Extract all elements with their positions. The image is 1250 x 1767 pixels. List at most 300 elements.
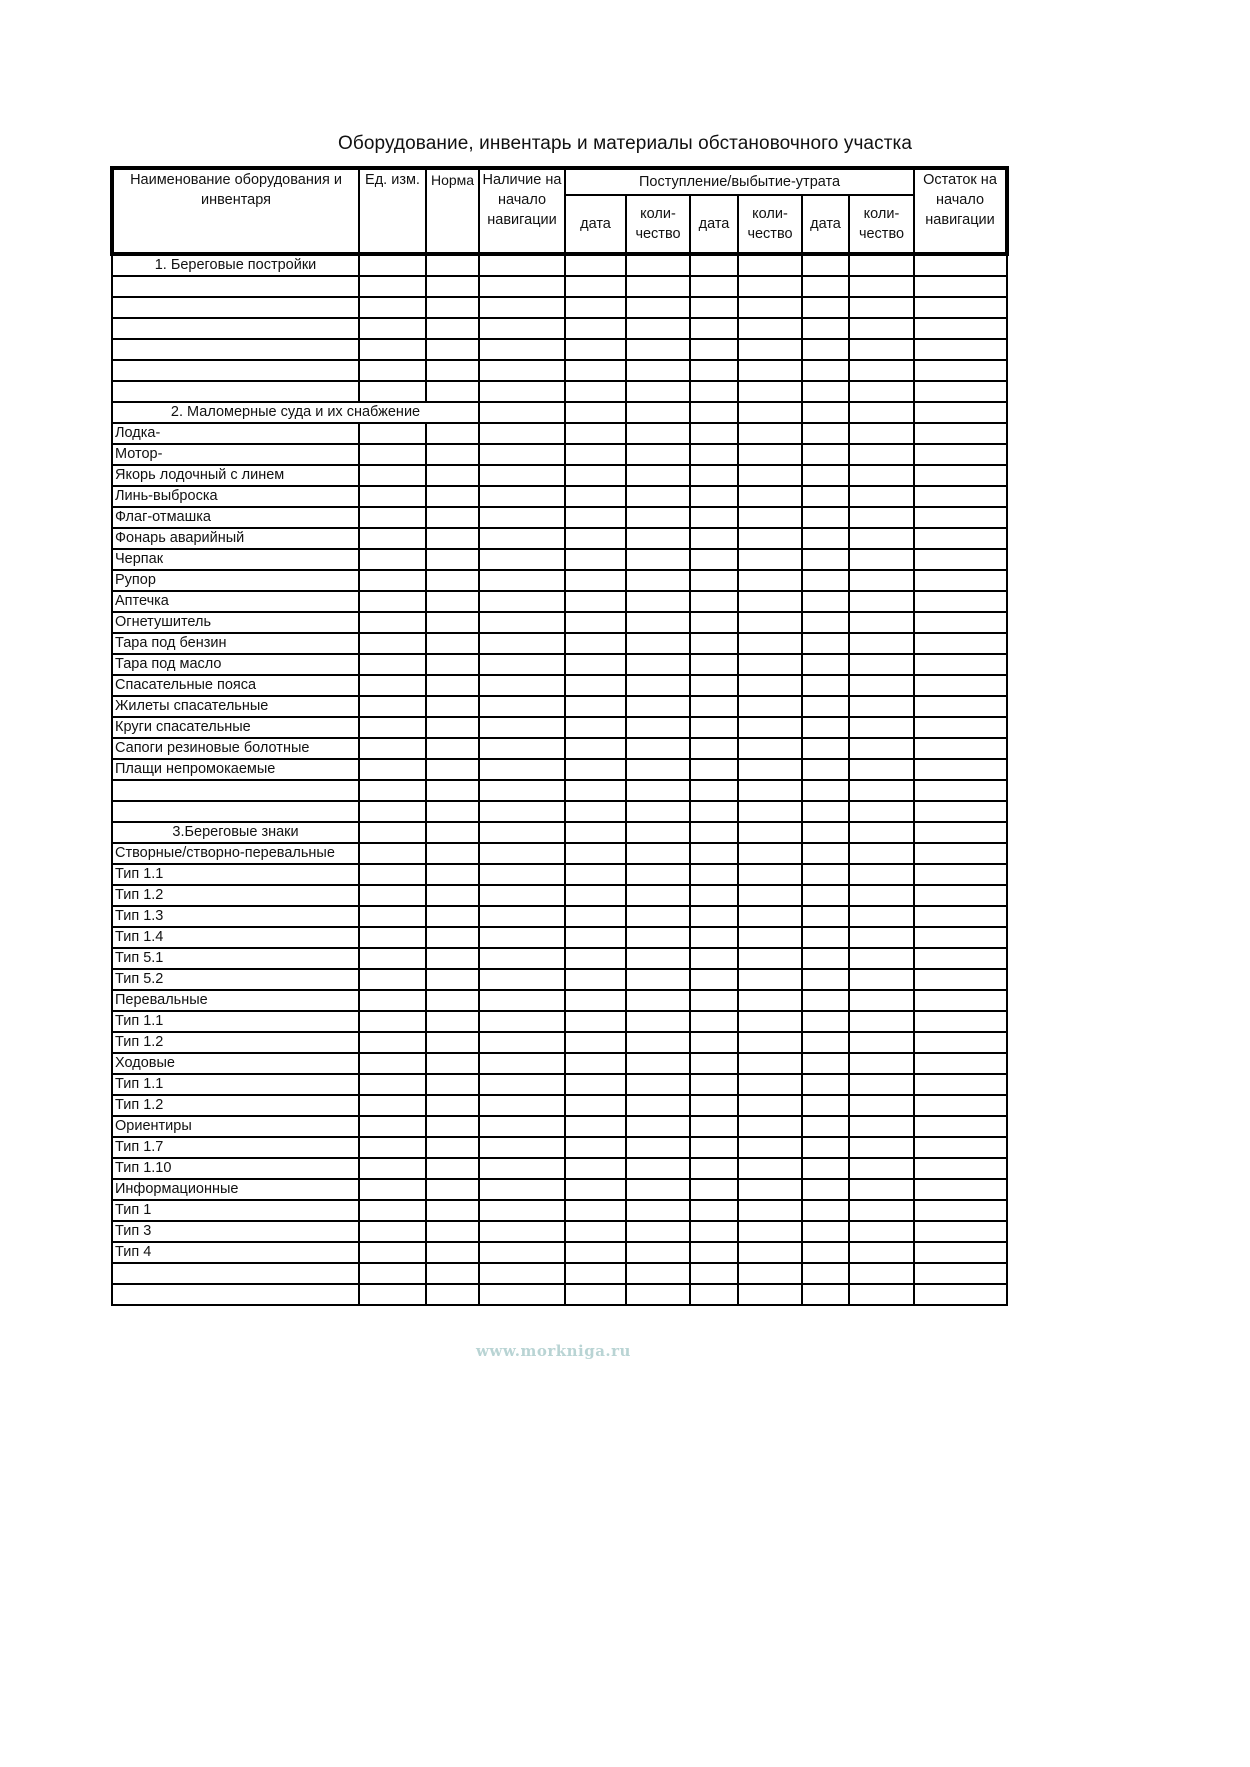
input-cell[interactable] xyxy=(626,1032,690,1053)
input-cell[interactable] xyxy=(914,1032,1007,1053)
input-cell[interactable] xyxy=(479,864,565,885)
input-cell[interactable] xyxy=(426,843,479,864)
input-cell[interactable] xyxy=(359,381,426,402)
input-cell[interactable] xyxy=(626,339,690,360)
input-cell[interactable] xyxy=(479,1242,565,1263)
input-cell[interactable] xyxy=(479,1137,565,1158)
input-cell[interactable] xyxy=(802,254,849,276)
input-cell[interactable] xyxy=(914,927,1007,948)
input-cell[interactable] xyxy=(738,633,802,654)
input-cell[interactable] xyxy=(738,360,802,381)
input-cell[interactable] xyxy=(738,254,802,276)
input-cell[interactable] xyxy=(738,843,802,864)
input-cell[interactable] xyxy=(359,1158,426,1179)
input-cell[interactable] xyxy=(802,339,849,360)
input-cell[interactable] xyxy=(479,1200,565,1221)
input-cell[interactable] xyxy=(479,528,565,549)
input-cell[interactable] xyxy=(626,612,690,633)
input-cell[interactable] xyxy=(426,780,479,801)
input-cell[interactable] xyxy=(914,1137,1007,1158)
input-cell[interactable] xyxy=(802,633,849,654)
input-cell[interactable] xyxy=(802,717,849,738)
input-cell[interactable] xyxy=(565,759,626,780)
input-cell[interactable] xyxy=(690,570,738,591)
input-cell[interactable] xyxy=(849,1074,914,1095)
input-cell[interactable] xyxy=(359,465,426,486)
input-cell[interactable] xyxy=(479,570,565,591)
input-cell[interactable] xyxy=(565,1074,626,1095)
input-cell[interactable] xyxy=(479,1095,565,1116)
input-cell[interactable] xyxy=(426,423,479,444)
input-cell[interactable] xyxy=(479,318,565,339)
input-cell[interactable] xyxy=(914,1284,1007,1305)
input-cell[interactable] xyxy=(565,990,626,1011)
input-cell[interactable] xyxy=(626,885,690,906)
input-cell[interactable] xyxy=(426,675,479,696)
input-cell[interactable] xyxy=(426,822,479,843)
input-cell[interactable] xyxy=(802,822,849,843)
input-cell[interactable] xyxy=(738,1053,802,1074)
input-cell[interactable] xyxy=(738,276,802,297)
input-cell[interactable] xyxy=(802,549,849,570)
input-cell[interactable] xyxy=(738,549,802,570)
input-cell[interactable] xyxy=(690,822,738,843)
input-cell[interactable] xyxy=(738,990,802,1011)
input-cell[interactable] xyxy=(738,822,802,843)
input-cell[interactable] xyxy=(626,1095,690,1116)
input-cell[interactable] xyxy=(914,822,1007,843)
input-cell[interactable] xyxy=(359,444,426,465)
input-cell[interactable] xyxy=(738,1263,802,1284)
item-name-cell[interactable] xyxy=(112,339,359,360)
input-cell[interactable] xyxy=(426,1053,479,1074)
input-cell[interactable] xyxy=(690,1137,738,1158)
input-cell[interactable] xyxy=(690,381,738,402)
input-cell[interactable] xyxy=(359,696,426,717)
input-cell[interactable] xyxy=(690,1221,738,1242)
input-cell[interactable] xyxy=(479,1116,565,1137)
input-cell[interactable] xyxy=(849,822,914,843)
input-cell[interactable] xyxy=(802,402,849,423)
input-cell[interactable] xyxy=(359,570,426,591)
input-cell[interactable] xyxy=(690,549,738,570)
input-cell[interactable] xyxy=(565,1242,626,1263)
input-cell[interactable] xyxy=(479,297,565,318)
input-cell[interactable] xyxy=(802,801,849,822)
input-cell[interactable] xyxy=(914,297,1007,318)
input-cell[interactable] xyxy=(479,1221,565,1242)
input-cell[interactable] xyxy=(565,1011,626,1032)
input-cell[interactable] xyxy=(359,885,426,906)
input-cell[interactable] xyxy=(914,507,1007,528)
input-cell[interactable] xyxy=(565,864,626,885)
input-cell[interactable] xyxy=(426,1179,479,1200)
input-cell[interactable] xyxy=(626,423,690,444)
input-cell[interactable] xyxy=(849,528,914,549)
input-cell[interactable] xyxy=(914,1263,1007,1284)
input-cell[interactable] xyxy=(626,696,690,717)
input-cell[interactable] xyxy=(914,339,1007,360)
input-cell[interactable] xyxy=(626,633,690,654)
input-cell[interactable] xyxy=(626,254,690,276)
input-cell[interactable] xyxy=(738,1158,802,1179)
input-cell[interactable] xyxy=(626,591,690,612)
input-cell[interactable] xyxy=(802,1074,849,1095)
input-cell[interactable] xyxy=(914,843,1007,864)
input-cell[interactable] xyxy=(914,1179,1007,1200)
input-cell[interactable] xyxy=(426,864,479,885)
input-cell[interactable] xyxy=(426,570,479,591)
input-cell[interactable] xyxy=(359,675,426,696)
input-cell[interactable] xyxy=(802,885,849,906)
input-cell[interactable] xyxy=(626,318,690,339)
input-cell[interactable] xyxy=(914,885,1007,906)
input-cell[interactable] xyxy=(479,549,565,570)
input-cell[interactable] xyxy=(359,1263,426,1284)
input-cell[interactable] xyxy=(626,360,690,381)
input-cell[interactable] xyxy=(479,444,565,465)
input-cell[interactable] xyxy=(802,1179,849,1200)
input-cell[interactable] xyxy=(914,654,1007,675)
input-cell[interactable] xyxy=(479,885,565,906)
input-cell[interactable] xyxy=(359,738,426,759)
input-cell[interactable] xyxy=(738,1179,802,1200)
input-cell[interactable] xyxy=(802,759,849,780)
input-cell[interactable] xyxy=(802,864,849,885)
input-cell[interactable] xyxy=(690,885,738,906)
input-cell[interactable] xyxy=(565,633,626,654)
input-cell[interactable] xyxy=(565,1221,626,1242)
input-cell[interactable] xyxy=(626,864,690,885)
input-cell[interactable] xyxy=(479,738,565,759)
input-cell[interactable] xyxy=(914,1116,1007,1137)
input-cell[interactable] xyxy=(738,801,802,822)
input-cell[interactable] xyxy=(849,654,914,675)
input-cell[interactable] xyxy=(565,1095,626,1116)
input-cell[interactable] xyxy=(359,339,426,360)
input-cell[interactable] xyxy=(359,1284,426,1305)
input-cell[interactable] xyxy=(479,696,565,717)
input-cell[interactable] xyxy=(626,402,690,423)
input-cell[interactable] xyxy=(914,381,1007,402)
input-cell[interactable] xyxy=(849,1053,914,1074)
input-cell[interactable] xyxy=(690,738,738,759)
input-cell[interactable] xyxy=(565,1263,626,1284)
input-cell[interactable] xyxy=(565,843,626,864)
input-cell[interactable] xyxy=(565,507,626,528)
input-cell[interactable] xyxy=(849,423,914,444)
input-cell[interactable] xyxy=(914,1011,1007,1032)
input-cell[interactable] xyxy=(426,885,479,906)
input-cell[interactable] xyxy=(565,948,626,969)
input-cell[interactable] xyxy=(914,906,1007,927)
input-cell[interactable] xyxy=(802,570,849,591)
input-cell[interactable] xyxy=(849,402,914,423)
input-cell[interactable] xyxy=(738,717,802,738)
input-cell[interactable] xyxy=(426,1263,479,1284)
input-cell[interactable] xyxy=(802,444,849,465)
input-cell[interactable] xyxy=(565,1053,626,1074)
input-cell[interactable] xyxy=(426,1284,479,1305)
input-cell[interactable] xyxy=(359,1200,426,1221)
input-cell[interactable] xyxy=(738,1284,802,1305)
input-cell[interactable] xyxy=(359,1095,426,1116)
input-cell[interactable] xyxy=(849,254,914,276)
item-name-cell[interactable] xyxy=(112,381,359,402)
input-cell[interactable] xyxy=(626,1074,690,1095)
input-cell[interactable] xyxy=(565,654,626,675)
input-cell[interactable] xyxy=(802,507,849,528)
item-name-cell[interactable] xyxy=(112,360,359,381)
input-cell[interactable] xyxy=(849,1137,914,1158)
input-cell[interactable] xyxy=(738,1032,802,1053)
input-cell[interactable] xyxy=(565,780,626,801)
input-cell[interactable] xyxy=(802,843,849,864)
input-cell[interactable] xyxy=(914,591,1007,612)
input-cell[interactable] xyxy=(690,696,738,717)
input-cell[interactable] xyxy=(849,591,914,612)
input-cell[interactable] xyxy=(626,549,690,570)
input-cell[interactable] xyxy=(802,318,849,339)
input-cell[interactable] xyxy=(626,465,690,486)
input-cell[interactable] xyxy=(565,297,626,318)
input-cell[interactable] xyxy=(849,780,914,801)
input-cell[interactable] xyxy=(359,822,426,843)
input-cell[interactable] xyxy=(426,339,479,360)
input-cell[interactable] xyxy=(426,254,479,276)
input-cell[interactable] xyxy=(359,486,426,507)
input-cell[interactable] xyxy=(849,549,914,570)
input-cell[interactable] xyxy=(690,276,738,297)
input-cell[interactable] xyxy=(802,969,849,990)
input-cell[interactable] xyxy=(690,948,738,969)
input-cell[interactable] xyxy=(626,654,690,675)
input-cell[interactable] xyxy=(849,507,914,528)
input-cell[interactable] xyxy=(849,801,914,822)
input-cell[interactable] xyxy=(359,633,426,654)
input-cell[interactable] xyxy=(626,969,690,990)
input-cell[interactable] xyxy=(426,1137,479,1158)
input-cell[interactable] xyxy=(565,1200,626,1221)
input-cell[interactable] xyxy=(690,612,738,633)
input-cell[interactable] xyxy=(738,948,802,969)
input-cell[interactable] xyxy=(565,486,626,507)
input-cell[interactable] xyxy=(626,1284,690,1305)
input-cell[interactable] xyxy=(426,507,479,528)
input-cell[interactable] xyxy=(565,549,626,570)
input-cell[interactable] xyxy=(426,612,479,633)
input-cell[interactable] xyxy=(565,1032,626,1053)
input-cell[interactable] xyxy=(479,948,565,969)
input-cell[interactable] xyxy=(914,780,1007,801)
input-cell[interactable] xyxy=(479,612,565,633)
input-cell[interactable] xyxy=(426,1074,479,1095)
input-cell[interactable] xyxy=(479,990,565,1011)
input-cell[interactable] xyxy=(359,360,426,381)
input-cell[interactable] xyxy=(849,339,914,360)
input-cell[interactable] xyxy=(690,864,738,885)
input-cell[interactable] xyxy=(690,1116,738,1137)
item-name-cell[interactable] xyxy=(112,318,359,339)
input-cell[interactable] xyxy=(738,696,802,717)
input-cell[interactable] xyxy=(914,717,1007,738)
input-cell[interactable] xyxy=(426,759,479,780)
input-cell[interactable] xyxy=(914,633,1007,654)
input-cell[interactable] xyxy=(802,612,849,633)
input-cell[interactable] xyxy=(359,801,426,822)
input-cell[interactable] xyxy=(690,780,738,801)
input-cell[interactable] xyxy=(690,297,738,318)
input-cell[interactable] xyxy=(914,276,1007,297)
input-cell[interactable] xyxy=(479,339,565,360)
input-cell[interactable] xyxy=(359,780,426,801)
input-cell[interactable] xyxy=(565,465,626,486)
input-cell[interactable] xyxy=(690,1242,738,1263)
input-cell[interactable] xyxy=(849,633,914,654)
input-cell[interactable] xyxy=(738,339,802,360)
input-cell[interactable] xyxy=(565,423,626,444)
input-cell[interactable] xyxy=(626,738,690,759)
input-cell[interactable] xyxy=(479,633,565,654)
input-cell[interactable] xyxy=(849,1221,914,1242)
input-cell[interactable] xyxy=(802,927,849,948)
input-cell[interactable] xyxy=(479,486,565,507)
input-cell[interactable] xyxy=(565,381,626,402)
input-cell[interactable] xyxy=(359,717,426,738)
input-cell[interactable] xyxy=(626,528,690,549)
input-cell[interactable] xyxy=(565,1116,626,1137)
input-cell[interactable] xyxy=(626,780,690,801)
input-cell[interactable] xyxy=(565,906,626,927)
input-cell[interactable] xyxy=(359,948,426,969)
input-cell[interactable] xyxy=(849,1179,914,1200)
input-cell[interactable] xyxy=(849,1116,914,1137)
input-cell[interactable] xyxy=(914,1221,1007,1242)
input-cell[interactable] xyxy=(690,1263,738,1284)
input-cell[interactable] xyxy=(738,444,802,465)
input-cell[interactable] xyxy=(849,486,914,507)
input-cell[interactable] xyxy=(359,276,426,297)
input-cell[interactable] xyxy=(479,1011,565,1032)
input-cell[interactable] xyxy=(914,549,1007,570)
input-cell[interactable] xyxy=(426,633,479,654)
input-cell[interactable] xyxy=(359,843,426,864)
input-cell[interactable] xyxy=(802,591,849,612)
input-cell[interactable] xyxy=(626,276,690,297)
input-cell[interactable] xyxy=(359,1074,426,1095)
input-cell[interactable] xyxy=(565,402,626,423)
input-cell[interactable] xyxy=(359,759,426,780)
input-cell[interactable] xyxy=(565,1179,626,1200)
input-cell[interactable] xyxy=(738,423,802,444)
input-cell[interactable] xyxy=(565,885,626,906)
input-cell[interactable] xyxy=(359,927,426,948)
input-cell[interactable] xyxy=(802,381,849,402)
input-cell[interactable] xyxy=(738,906,802,927)
input-cell[interactable] xyxy=(690,486,738,507)
input-cell[interactable] xyxy=(802,1011,849,1032)
input-cell[interactable] xyxy=(690,969,738,990)
input-cell[interactable] xyxy=(802,1032,849,1053)
input-cell[interactable] xyxy=(426,1221,479,1242)
input-cell[interactable] xyxy=(849,843,914,864)
input-cell[interactable] xyxy=(690,402,738,423)
input-cell[interactable] xyxy=(738,591,802,612)
input-cell[interactable] xyxy=(738,1095,802,1116)
input-cell[interactable] xyxy=(914,864,1007,885)
input-cell[interactable] xyxy=(359,864,426,885)
input-cell[interactable] xyxy=(479,1284,565,1305)
input-cell[interactable] xyxy=(802,486,849,507)
input-cell[interactable] xyxy=(479,1179,565,1200)
input-cell[interactable] xyxy=(849,1095,914,1116)
input-cell[interactable] xyxy=(690,254,738,276)
input-cell[interactable] xyxy=(359,1116,426,1137)
input-cell[interactable] xyxy=(690,1011,738,1032)
input-cell[interactable] xyxy=(426,1242,479,1263)
input-cell[interactable] xyxy=(738,738,802,759)
input-cell[interactable] xyxy=(359,990,426,1011)
input-cell[interactable] xyxy=(426,486,479,507)
input-cell[interactable] xyxy=(479,1074,565,1095)
input-cell[interactable] xyxy=(426,276,479,297)
input-cell[interactable] xyxy=(626,843,690,864)
item-name-cell[interactable] xyxy=(112,1263,359,1284)
input-cell[interactable] xyxy=(802,948,849,969)
input-cell[interactable] xyxy=(849,1158,914,1179)
input-cell[interactable] xyxy=(426,927,479,948)
input-cell[interactable] xyxy=(849,864,914,885)
input-cell[interactable] xyxy=(479,906,565,927)
input-cell[interactable] xyxy=(565,339,626,360)
input-cell[interactable] xyxy=(626,927,690,948)
input-cell[interactable] xyxy=(849,1011,914,1032)
input-cell[interactable] xyxy=(849,696,914,717)
input-cell[interactable] xyxy=(690,339,738,360)
input-cell[interactable] xyxy=(359,1053,426,1074)
input-cell[interactable] xyxy=(849,297,914,318)
input-cell[interactable] xyxy=(626,906,690,927)
input-cell[interactable] xyxy=(426,1158,479,1179)
input-cell[interactable] xyxy=(426,654,479,675)
input-cell[interactable] xyxy=(914,528,1007,549)
input-cell[interactable] xyxy=(479,654,565,675)
input-cell[interactable] xyxy=(359,612,426,633)
input-cell[interactable] xyxy=(849,276,914,297)
input-cell[interactable] xyxy=(738,297,802,318)
input-cell[interactable] xyxy=(914,801,1007,822)
input-cell[interactable] xyxy=(690,717,738,738)
input-cell[interactable] xyxy=(479,780,565,801)
input-cell[interactable] xyxy=(565,591,626,612)
input-cell[interactable] xyxy=(849,1263,914,1284)
input-cell[interactable] xyxy=(565,528,626,549)
input-cell[interactable] xyxy=(914,1242,1007,1263)
input-cell[interactable] xyxy=(359,591,426,612)
input-cell[interactable] xyxy=(849,738,914,759)
input-cell[interactable] xyxy=(690,654,738,675)
input-cell[interactable] xyxy=(426,1011,479,1032)
input-cell[interactable] xyxy=(802,990,849,1011)
input-cell[interactable] xyxy=(738,507,802,528)
input-cell[interactable] xyxy=(849,381,914,402)
input-cell[interactable] xyxy=(914,990,1007,1011)
input-cell[interactable] xyxy=(479,465,565,486)
input-cell[interactable] xyxy=(738,969,802,990)
input-cell[interactable] xyxy=(802,1158,849,1179)
input-cell[interactable] xyxy=(479,843,565,864)
input-cell[interactable] xyxy=(738,654,802,675)
